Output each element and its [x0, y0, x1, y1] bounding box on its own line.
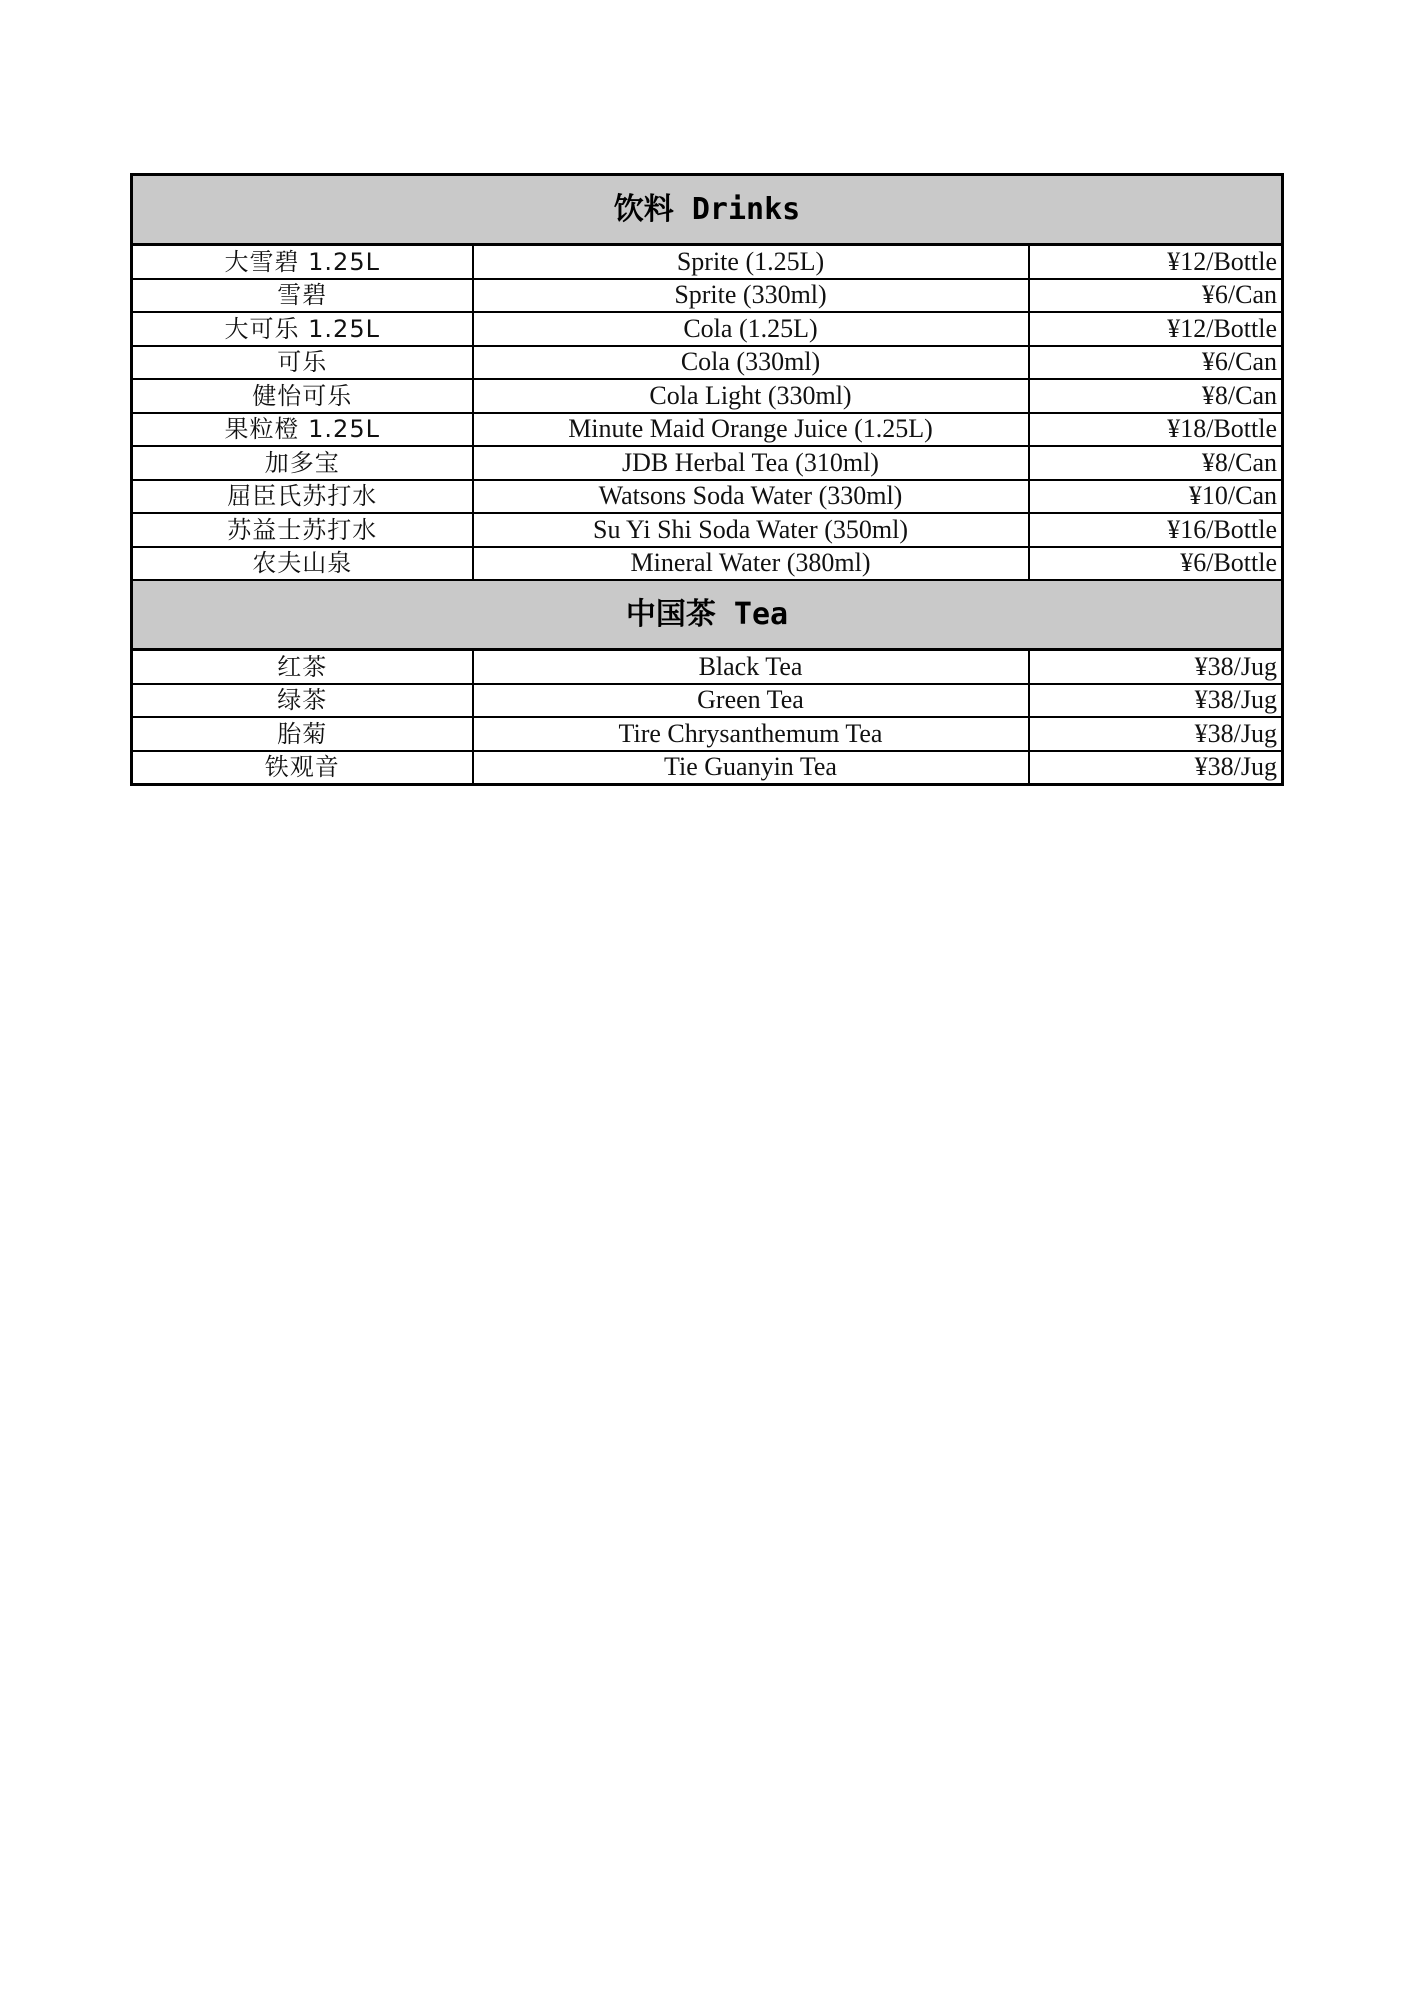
- table-row: [132, 513, 1283, 547]
- item-chinese-name: 农夫山泉: [132, 547, 473, 581]
- section-title-drinks: 饮料 Drinks: [132, 175, 1283, 245]
- table-row: [132, 717, 1283, 751]
- item-english-name: Cola (330ml): [473, 346, 1029, 380]
- table-row: [132, 650, 1283, 684]
- item-chinese-name: 果粒橙 1.25L: [132, 413, 473, 447]
- table-row: [132, 346, 1283, 380]
- item-english-name: Tire Chrysanthemum Tea: [473, 717, 1029, 751]
- item-price: ¥6/Can: [1029, 279, 1283, 313]
- drinks-menu-table: [130, 173, 1284, 786]
- item-english-name: Cola (1.25L): [473, 312, 1029, 346]
- item-price: ¥12/Bottle: [1029, 245, 1283, 279]
- item-chinese-name: 雪碧: [132, 279, 473, 313]
- item-chinese-name: 大可乐 1.25L: [132, 312, 473, 346]
- item-chinese-name: 可乐: [132, 346, 473, 380]
- table-row: [132, 413, 1283, 447]
- section-header-row: [132, 175, 1283, 245]
- item-english-name: Mineral Water (380ml): [473, 547, 1029, 581]
- item-price: ¥38/Jug: [1029, 751, 1283, 785]
- item-english-name: Black Tea: [473, 650, 1029, 684]
- table-row: [132, 312, 1283, 346]
- table-row: [132, 245, 1283, 279]
- item-price: ¥12/Bottle: [1029, 312, 1283, 346]
- item-english-name: Minute Maid Orange Juice (1.25L): [473, 413, 1029, 447]
- item-chinese-name: 加多宝: [132, 446, 473, 480]
- section-title-tea: 中国茶 Tea: [132, 580, 1283, 650]
- table-row: [132, 684, 1283, 718]
- table-row: [132, 379, 1283, 413]
- item-price: ¥8/Can: [1029, 379, 1283, 413]
- item-price: ¥8/Can: [1029, 446, 1283, 480]
- item-english-name: Tie Guanyin Tea: [473, 751, 1029, 785]
- table-row: [132, 279, 1283, 313]
- table-row: [132, 446, 1283, 480]
- table-row: [132, 547, 1283, 581]
- item-price: ¥16/Bottle: [1029, 513, 1283, 547]
- item-price: ¥6/Bottle: [1029, 547, 1283, 581]
- item-english-name: Sprite (1.25L): [473, 245, 1029, 279]
- item-price: ¥18/Bottle: [1029, 413, 1283, 447]
- item-chinese-name: 屈臣氏苏打水: [132, 480, 473, 514]
- item-price: ¥38/Jug: [1029, 650, 1283, 684]
- table-row: [132, 751, 1283, 785]
- item-english-name: Watsons Soda Water (330ml): [473, 480, 1029, 514]
- item-chinese-name: 健怡可乐: [132, 379, 473, 413]
- item-chinese-name: 绿茶: [132, 684, 473, 718]
- section-header-row: [132, 580, 1283, 650]
- item-chinese-name: 大雪碧 1.25L: [132, 245, 473, 279]
- item-chinese-name: 胎菊: [132, 717, 473, 751]
- table-row: [132, 480, 1283, 514]
- item-chinese-name: 红茶: [132, 650, 473, 684]
- item-english-name: Green Tea: [473, 684, 1029, 718]
- item-price: ¥10/Can: [1029, 480, 1283, 514]
- item-price: ¥6/Can: [1029, 346, 1283, 380]
- item-english-name: Sprite (330ml): [473, 279, 1029, 313]
- item-price: ¥38/Jug: [1029, 717, 1283, 751]
- item-english-name: JDB Herbal Tea (310ml): [473, 446, 1029, 480]
- item-english-name: Cola Light (330ml): [473, 379, 1029, 413]
- item-chinese-name: 铁观音: [132, 751, 473, 785]
- item-price: ¥38/Jug: [1029, 684, 1283, 718]
- item-chinese-name: 苏益士苏打水: [132, 513, 473, 547]
- item-english-name: Su Yi Shi Soda Water (350ml): [473, 513, 1029, 547]
